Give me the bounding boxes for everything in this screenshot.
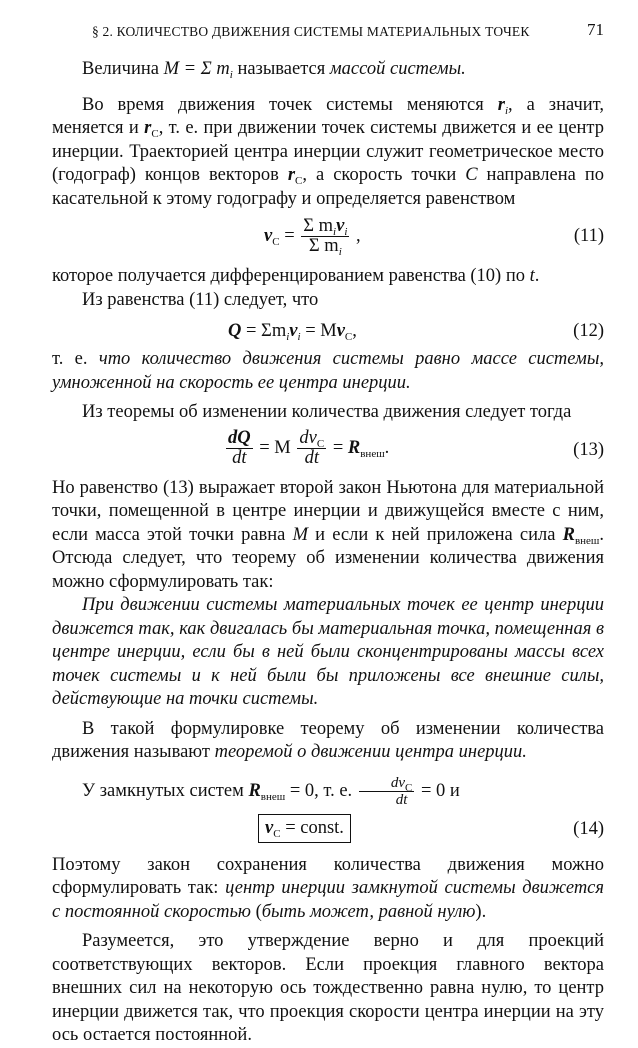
running-header (0, 20, 638, 46)
paragraph-newton-law: Но равенство (13) выражает второй закон Ньютона для материальной точки, помещенной в центре инерции и движущейся вместе с ним, если масса этой точки равна M и если к ней приложена сила $R_{внеш}$. Отсюда следует, что теорему об изменении количества движения можно сформулировать так: (52, 477, 605, 592)
formula-total-mass: M = Σ m (163, 59, 230, 79)
paragraph-theorem: Из теоремы об изменении количества движения следует тогда (82, 402, 572, 422)
equation-number-13: (13) (573, 439, 604, 460)
paragraph-projections: Разумеется, это утверждение верно и для проекций соответствующих векторов. Если проекция главного вектора внешних сил на некоторую ось тождественно равна нулю, то центр инерции движется так, что проекция скорости центра инерции на эту ось остается постоянной. (52, 931, 604, 1045)
paragraph-closed-systems: У замкнутых систем $R_{внеш} = 0$, т. е. $\frac{dv_C}{dt}$ = 0 и (82, 774, 460, 808)
equation-12: $Q = \Sigma m_iv_i = Mv_C$, (12) (228, 321, 604, 343)
equation-number-12: (12) (573, 321, 604, 341)
section-title: § 2. КОЛИЧЕСТВО ДВИЖЕНИЯ СИСТЕМЫ МАТЕРИАЛЬНЫХ ТОЧЕК (92, 24, 530, 39)
equation-11: $v_C$ = $\frac{\Sigma m_iv_i}{\Sigma m_i}$ , (11) (264, 216, 604, 258)
equation-number-14: (14) (573, 818, 604, 839)
paragraph-follows: Из равенства (11) следует, что (82, 289, 319, 310)
page-body (52, 58, 604, 1048)
paragraph-total-mass: Величина M = Σ $m_i$ называется массой системы. (82, 59, 466, 81)
paragraph-center-of-inertia-theorem: При движении системы материальных точек ее центр инерции движется так, как двигалась бы материальная точка, помещенная в центре инерции, если бы в ней были сконцентрированы массы всех точек системы и к ней были бы приложены все внешние силы, действующие на точки системы. (52, 595, 604, 709)
equation-number-11: (11) (573, 226, 604, 246)
paragraph-formulation: В такой формулировке теорему об изменении количества движения называют теоремой о движении центра инерции. (52, 718, 604, 762)
paragraph-differentiation: которое получается дифференцированием равенства (10) по t. (52, 266, 540, 286)
paragraph-hodograph: Во время движения точек системы меняются $r_i$, а значит, меняется и $r_C$, т. е. при движении точек системы движется и ее центр инерции. Траекторией центра инерции служит геометрическое место (годограф) концов векторов $r_C$, а скорость точки C направлена по касательной к этому годографу и определяется равенством (52, 94, 604, 209)
boxed-equation: $v_C$ = const. (258, 814, 351, 844)
term-system-mass: массой системы. (329, 59, 466, 79)
paragraph-conservation-law: Поэтому закон сохранения количества движения можно сформулировать так: центр инерции замкнутой системы движется с постоянной скоростью (быть может, равной нулю). (52, 854, 604, 922)
paragraph-momentum-statement: т. е. что количество движения системы равно массе системы, умноженной на скорость ее центра инерции. (52, 349, 605, 393)
equation-14 (52, 808, 604, 854)
page-number: 71 (587, 20, 604, 39)
equation-13: $\frac{dQ}{dt}$ = M $\frac{dv_C}{dt}$ = $R_{внеш}$. (13) (228, 427, 604, 468)
